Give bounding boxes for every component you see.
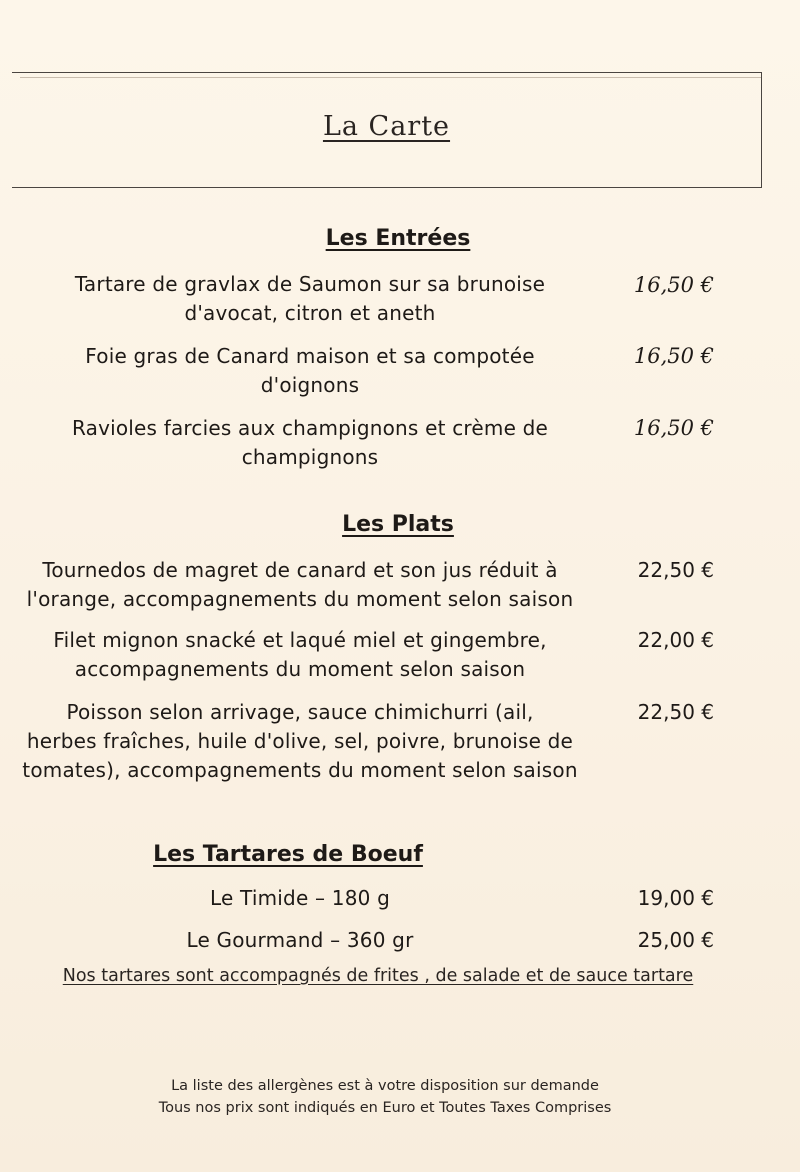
dish-name-line: Le Timide – 180 g [210,886,390,910]
price-plat-1: 22,50 € [637,558,714,582]
dish-name-line: Filet mignon snacké et laqué miel et gingembre, [53,628,547,652]
price-entree-3: 16,50 € [633,416,714,440]
frame-shadow-line [20,77,761,78]
dish-tartare-2 [160,926,440,955]
price-tartare-2: 25,00 € [637,928,714,952]
price-plat-3: 22,50 € [637,700,714,724]
dish-entree-2 [40,342,580,400]
dish-name-line: Le Gourmand – 360 gr [186,928,414,952]
dish-name-line: d'avocat, citron et aneth [184,301,436,325]
dish-name-line: herbes fraîches, huile d'olive, sel, poivre, brunoise de [26,729,574,753]
price-plat-2: 22,00 € [637,628,714,652]
dish-tartare-1 [160,884,440,913]
section-title-plats: Les Plats [342,512,454,537]
dish-name-line: Poisson selon arrivage, sauce chimichurri (ail, [66,700,534,724]
dish-plat-2 [0,626,600,684]
section-title-tartares: Les Tartares de Boeuf [153,842,423,867]
title-frame [12,72,762,188]
price-entree-2: 16,50 € [633,344,714,368]
dish-name-line: Foie gras de Canard maison et sa compotée [85,344,535,368]
dish-name-line: champignons [241,445,379,469]
dish-plat-1 [0,556,600,614]
section-title-entrees: Les Entrées [325,226,471,251]
dish-name-line: d'oignons [260,373,360,397]
price-entree-1: 16,50 € [633,273,714,297]
dish-name-line: accompagnements du moment selon saison [74,657,526,681]
dish-name-line: Tartare de gravlax de Saumon sur sa brunoise [74,272,546,296]
footer-allergens: La liste des allergènes est à votre disposition sur demande [171,1078,599,1094]
dish-name-line: Ravioles farcies aux champignons et crème de [71,416,549,440]
tartares-note: Nos tartares sont accompagnés de frites , de salade et de sauce tartare [62,966,694,986]
dish-plat-3 [0,698,600,785]
dish-name-line: tomates), accompagnements du moment selon saison [22,758,578,782]
dish-name-line: l'orange, accompagnements du moment selon saison [26,587,574,611]
dish-entree-1 [40,270,580,328]
dish-name-line: Tournedos de magret de canard et son jus réduit à [42,558,558,582]
price-tartare-1: 19,00 € [637,886,714,910]
page-title: La Carte [322,111,451,142]
dish-entree-3 [40,414,580,472]
footer-prices: Tous nos prix sont indiqués en Euro et Toutes Taxes Comprises [158,1100,612,1116]
